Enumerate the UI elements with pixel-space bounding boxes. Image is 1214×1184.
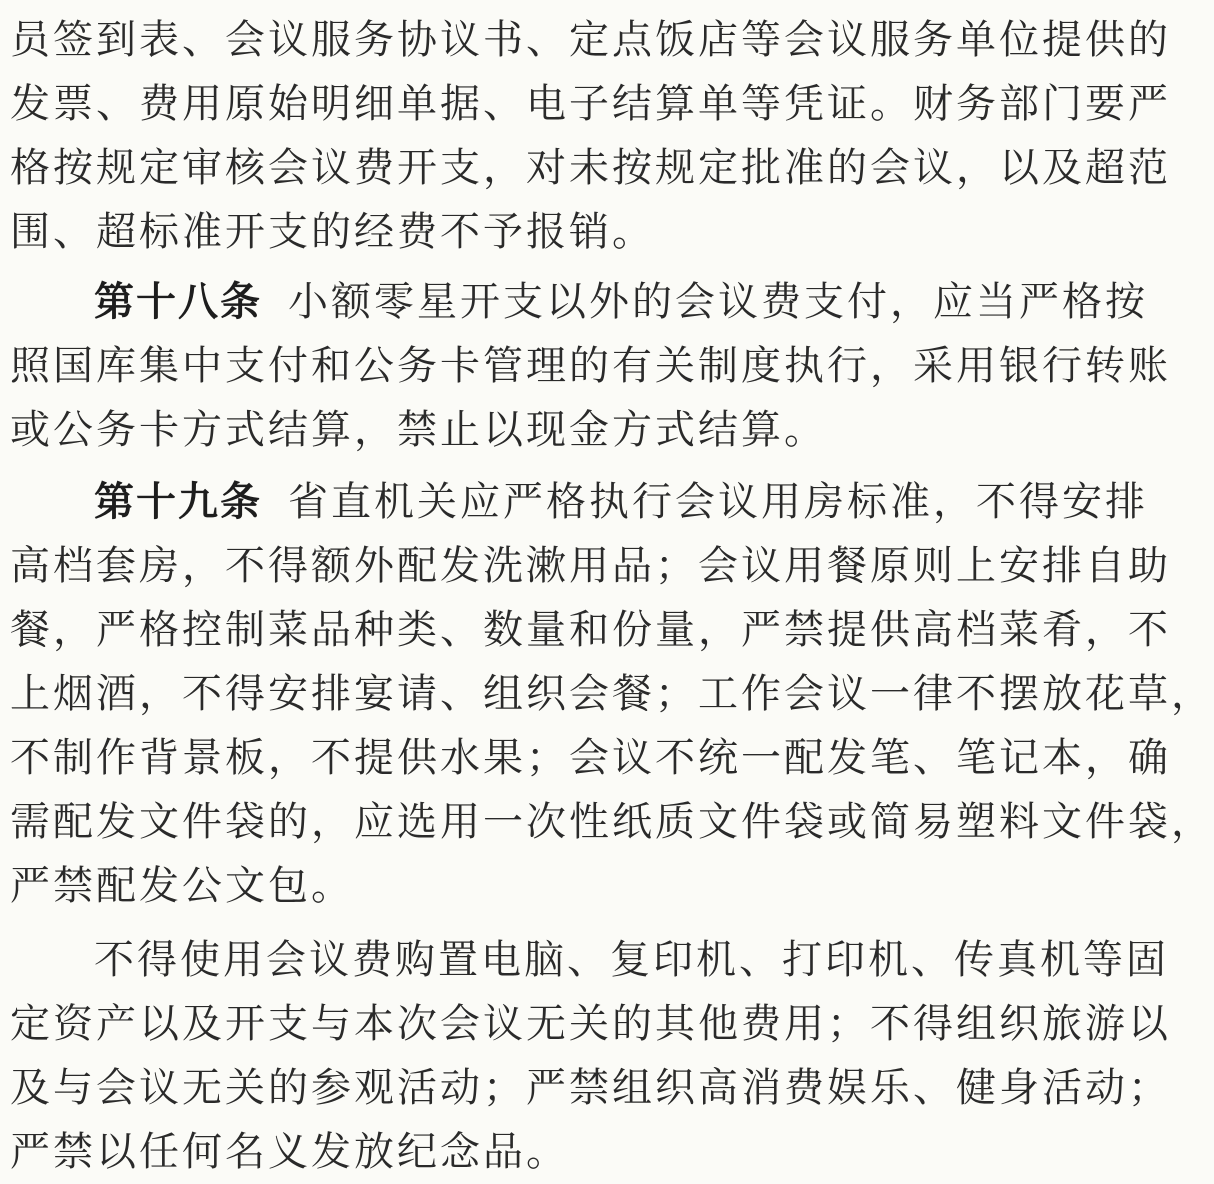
text-line: 严禁配发公文包。 bbox=[10, 863, 354, 909]
article-label: 第十八条 bbox=[94, 278, 262, 325]
text-line: 不制作背景板，不提供水果；会议不统一配发笔、笔记本，确 bbox=[10, 735, 1171, 781]
text-line: 高档套房，不得额外配发洗漱用品；会议用餐原则上安排自助 bbox=[10, 543, 1171, 589]
paragraph-continuation bbox=[10, 8, 1171, 264]
paragraph-article-19 bbox=[10, 470, 1214, 918]
paragraph-prohibitions bbox=[10, 928, 1171, 1184]
article-label: 第十九条 bbox=[94, 478, 262, 525]
text-line: 定资产以及开支与本次会议无关的其他费用；不得组织旅游以 bbox=[10, 1001, 1171, 1047]
text-line: 照国库集中支付和公务卡管理的有关制度执行，采用银行转账 bbox=[10, 343, 1171, 389]
text-line: 员签到表、会议服务协议书、定点饭店等会议服务单位提供的 bbox=[10, 17, 1171, 63]
text-line-first bbox=[10, 470, 1148, 534]
text-line: 需配发文件袋的，应选用一次性纸质文件袋或简易塑料文件袋， bbox=[10, 799, 1214, 845]
text-line-body: 小额零星开支以外的会议费支付，应当严格按 bbox=[288, 279, 1148, 325]
text-line: 上烟酒，不得安排宴请、组织会餐；工作会议一律不摆放花草， bbox=[10, 671, 1214, 717]
paragraph-article-18 bbox=[10, 270, 1171, 462]
text-line: 发票、费用原始明细单据、电子结算单等凭证。财务部门要严 bbox=[10, 81, 1171, 127]
text-line-first: 不得使用会议费购置电脑、复印机、打印机、传真机等固 bbox=[94, 937, 1169, 983]
text-line-first bbox=[10, 270, 1148, 334]
text-line: 格按规定审核会议费开支，对未按规定批准的会议，以及超范 bbox=[10, 145, 1171, 191]
text-line: 餐，严格控制菜品种类、数量和份量，严禁提供高档菜肴，不 bbox=[10, 607, 1171, 653]
text-line: 及与会议无关的参观活动；严禁组织高消费娱乐、健身活动； bbox=[10, 1065, 1171, 1111]
text-line: 严禁以任何名义发放纪念品。 bbox=[10, 1129, 569, 1175]
text-line-body: 省直机关应严格执行会议用房标准，不得安排 bbox=[288, 479, 1148, 525]
text-line: 围、超标准开支的经费不予报销。 bbox=[10, 209, 655, 255]
text-line: 或公务卡方式结算，禁止以现金方式结算。 bbox=[10, 407, 827, 453]
